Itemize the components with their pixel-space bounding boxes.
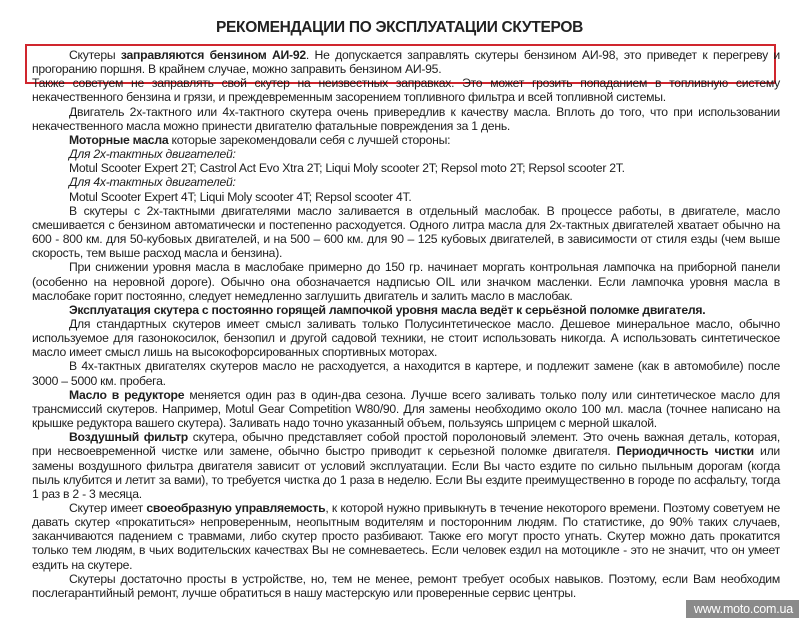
paragraph-repair: Скутеры достаточно просты в устройстве, но, тем не менее, ремонт требует особых навыков. Поэтому, если Вам необходим послегарантийный ремонт, лучше обратиться в нашу мастерскую или проверенные сервис центры. — [32, 571, 780, 600]
bold-fuel: заправляются бензином АИ-92 — [120, 48, 306, 62]
paragraph-fuel: Скутеры заправляются бензином АИ-92. Не допускается заправлять скутеры бензином АИ-98, это приведет к перегреву и прогоранию поршня. В крайнем случае, можно заправить бензином АИ-95. — [32, 48, 780, 77]
document-title: РЕКОМЕНДАЦИИ ПО ЭКСПЛУАТАЦИИ СКУТЕРОВ — [215, 19, 584, 36]
paragraph-2t-oil-tank: В скутеры с 2х-тактными двигателями масло заливается в отдельный маслобак. В процессе работы, в двигателе, масло смешивается с бензином автоматически и постепенно расходуется. Одного литра масла для 2х-тактных двигателей хватает обычно на 600 - 800 км. для 50-кубовых двигателей, и на 500 – 600 км. для 90 – 125 кубовых двигателей, в зависимости от стиля езды (чем выше скорость, тем выше расход масла и бензина). — [32, 203, 780, 261]
paragraph-gearbox-oil: Масло в редукторе меняется один раз в один-два сезона. Лучше всего заливать только полу или синтетическое масло для трансмиссий скутеров. Например, Motul Gear Competition W80/90. Для замены необходимо около 100 мл. масла (точнее написано на крышке редуктора вашего скутера). Заливать надо точно указанный объем, пользуясь шприцем с мерной шкалой. — [32, 387, 781, 431]
subheading-4t: Для 4х-тактных двигателей: — [69, 175, 236, 190]
oil-list-4t: Motul Scooter Expert 4T; Liqui Moly scooter 4T; Repsol scooter 4T. — [69, 189, 412, 204]
paragraph-warning: Эксплуатация скутера с постоянно горящей лампочкой уровня масла ведёт к серьёзной поломке двигателя. — [69, 302, 706, 317]
watermark: www.moto.com.ua — [686, 600, 799, 618]
paragraph-handling: Скутер имеет своеобразную управляемость, к которой нужно привыкнуть в течение некоторого времени. Поэтому советуем не давать скутер «прокатиться» непроверенным, неопытным водителям и посторонним людям. По статистике, до 90% таких случаев, заканчиваются падением с травмами, либо скутер просто разбивают. Также его могут просто угнать. Скутер можно дать прокатится только тем людям, в чьих водительских качествах Вы не сомневаетесь. Если человек ездил на мотоцикле - это не значит, что он умеет ездить на скутере. — [32, 501, 780, 572]
document-body — [32, 48, 780, 600]
oil-list-2t: Motul Scooter Expert 2T; Castrol Act Evo Xtra 2T; Liqui Moly scooter 2T; Repsol moto 2T; Repsol scooter 2T. — [69, 161, 625, 176]
paragraph-motor-oils: Моторные масла которые зарекомендовали себя с лучшей стороны: — [69, 132, 451, 147]
paragraph-air-filter: Воздушный фильтр скутера, обычно представляет собой простой поролоновый элемент. Это очень важная деталь, которая, при несвоевременной чистке или замене, обычно быстро приводит к серьезной поломке двигателя. Периодичность чистки или замены воздушного фильтра двигателя зависит от условий эксплуатации. Если Вы часто ездите по сильно пыльным дорогам (когда пыль клубится и летит за вами), то требуется чистка до 1 раза в неделю. Если Вы ездите преимущественно в городе по асфальту, тогда 1 раз в 2 - 3 месяца. — [32, 430, 780, 501]
paragraph-4t-oil: В 4х-тактных двигателях скутеров масло не расходуется, а находится в картере, и подлежит замене (как в автомобиле) после 3000 – 5000 км. пробега. — [32, 359, 780, 388]
paragraph-stations: Также советуем не заправлять свой скутер на неизвестных заправках. Это может грозить попаданием в топливную систему некачественного бензина и грязи, и преждевременным засорением топливного фильтра и всей топливной системы. — [32, 76, 780, 105]
subheading-2t: Для 2х-тактных двигателей: — [69, 147, 236, 162]
paragraph-oil-lamp: При снижении уровня масла в маслобаке примерно до 150 гр. начинает моргать контрольная лампочка на приборной панели (особенно на неровной дороге). Обычно она обозначается надписью OIL или значком масленки. Если лампочка уровня масла в маслобаке горит постоянно, следует немедленно заглушить двигатель и залить масло в маслобак. — [32, 260, 780, 303]
paragraph-engine-oil-quality: Двигатель 2х-тактного или 4х-тактного скутера очень привередлив к качеству масла. Вплоть до того, что при использовании некачественного масла можно принести двигателю фатальные повреждения за 1 день. — [32, 104, 780, 133]
paragraph-oil-types: Для стандартных скутеров имеет смысл заливать только Полусинтетическое масло. Дешевое минеральное масло, обычно используемое для газонокосилок, бензопил и другой садовой техники, не стоит использовать никогда. А использовать синтетическое масло имеет смысл лишь на высокофорсированных спортивных моторах. — [32, 316, 780, 360]
